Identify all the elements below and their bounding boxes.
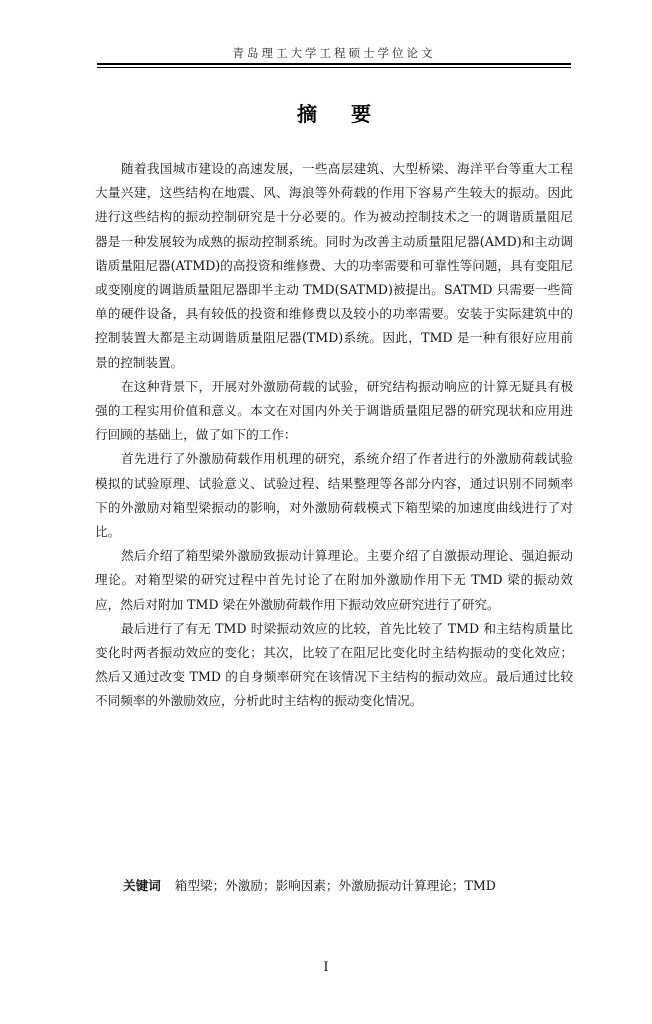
keywords-line [123, 876, 573, 896]
abstract-title: 摘要 [297, 102, 405, 126]
abstract-paragraph: 首先进行了外激励荷载作用机理的研究，系统介绍了作者进行的外激励荷载试验模拟的试验原理、试验意义、试验过程、结果整理等各部分内容，通过识别不同频率下的外激励对箱型梁振动的影响，对外激励荷载模式下箱型梁的加速度曲线进行了对比。 [95, 451, 573, 540]
abstract-paragraph: 然后介绍了箱型梁外激励致振动计算理论。主要介绍了自激振动理论、强迫振动理论。对箱型梁的研究过程中首先讨论了在附加外激励作用下无 TMD 梁的振动效应，然后对附加 TMD 梁在外激励荷载作用下振动效应研究进行了研究。 [95, 548, 573, 612]
page-number: I [323, 960, 329, 975]
abstract-body [95, 157, 573, 714]
keywords-text: 箱型梁；外激励；影响因素；外激励振动计算理论；TMD [174, 878, 496, 893]
running-header: 青岛理工大学工程硕士学位论文 [232, 46, 436, 60]
header-rule-thick [97, 63, 571, 65]
header-rule-thin [97, 67, 571, 68]
abstract-paragraph: 随着我国城市建设的高速发展，一些高层建筑、大型桥梁、海洋平台等重大工程大量兴建，这些结构在地震、风、海浪等外荷载的作用下容易产生较大的振动。因此进行这些结构的振动控制研究是十分必要的。作为被动控制技术之一的调谐质量阻尼器是一种发展较为成熟的振动控制系统。同时为改善主动质量阻尼器(AMD)和主动调谐质量阻尼器(ATMD)的高投资和维修费、大的功率需要和可靠性等问题，具有变阻尼或变刚度的调谐质量阻尼器即半主动 TMD(SATMD)被提出。SATMD 只需要一些简单的硬件设备，具有较低的投资和维修费以及较小的功率需要。安装于实际建筑中的控制装置大都是主动调谐质量阻尼器(TMD)系统。因此，TMD 是一种有很好应用前景的控制装置。 [95, 161, 573, 370]
keywords-label: 关键词 [123, 878, 161, 893]
abstract-paragraph: 最后进行了有无 TMD 时梁振动效应的比较，首先比较了 TMD 和主结构质量比变化时两者振动效应的变化；其次，比较了在阻尼比变化时主结构振动的变化效应；然后又通过改变 TMD 的自身频率研究在该情况下主结构的振动效应。最后通过比较不同频率的外激励效应，分析此时主结构的振动变化情况。 [95, 620, 573, 709]
abstract-paragraph: 在这种背景下，开展对外激励荷载的试验，研究结构振动响应的计算无疑具有极强的工程实用价值和意义。本文在对国内外关于调谐质量阻尼器的研究现状和应用进行回顾的基础上，做了如下的工作： [95, 378, 573, 443]
